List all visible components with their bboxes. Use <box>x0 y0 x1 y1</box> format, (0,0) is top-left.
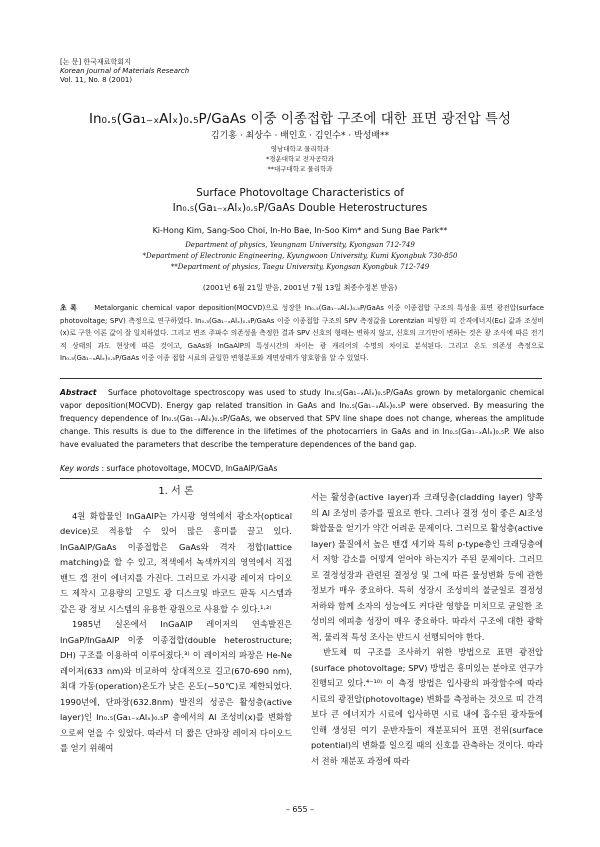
abstract-korean <box>60 302 544 365</box>
keywords-label: Key words <box>60 464 100 473</box>
received-dates: (2001년 6월 21일 받음, 2001년 7월 13일 최종수정본 받음) <box>202 283 398 292</box>
divider-top <box>60 378 542 379</box>
affiliation-en-1: Department of physics, Yeungnam University, Kyongsan 712-749 <box>185 241 415 249</box>
journal-volume: Vol. 11, No. 8 (2001) <box>60 76 133 84</box>
page-number: – 655 – <box>285 805 315 814</box>
abstract-en-label: Abstract <box>60 388 97 397</box>
affiliations-korean <box>0 144 600 174</box>
journal-header <box>60 58 189 85</box>
affiliation-ko-3: **대구대학교 물리학과 <box>267 165 333 173</box>
affiliation-en-3: **Department of physics, Taegu University, Kyongsan Kyongbuk 712-749 <box>170 263 430 271</box>
section-title: 1. 서 론 <box>158 486 194 497</box>
keywords <box>60 464 544 473</box>
abstract-ko-text: Metalorganic chemical vapor deposition(MOCVD)으로 성장한 In₀.₅(Ga₁₋ₓAlₓ)₀.₅P/GaAs 이중 이종접합 구조의 특성을 표면 광전압(surface photovoltage; SPV) 측정으로 연구하였다. In₀.₅(Ga₁₋ₓAlₓ)₀.₅P/GaAs 이중 이종접합 구조의 SPV 측정값을 Lorentzian 피팅한 띠 간격에너지(Eɢ) 값과 조성비(x)로 구한 이론 값이 잘 일치하였다. 그리고 변조 주파수 의존성을 측정한 결과 SPV 신호의 형태는 변하지 않고, 신호의 크기만이 변하는 것은 광 조사에 따른 전기적 상태의 과도 현상에 따른 것이고, GaAs와 InGaAlP의 특성시간의 차이는 광 캐리어의 수명의 차이로 분석된다. 그리고 온도 의존성 측정으로 In₀.₅(Ga₁₋ₓAlₓ)₀.₅P/GaAs 이중 이종 접합 시료의 균일한 변형분포와 계면상태가 양호함을 알 수 있었다. <box>60 304 544 362</box>
abstract-en-text: Surface photovoltage spectroscopy was used to study In₀.₅(Ga₁₋ₓAlₓ)₀.₅P/GaAs grown by metalorganic chemical vapor deposition(MOCVD). Energy gap related transition in GaAs and In₀.₅(Ga₁₋ₓAlₓ)₀.₅P were observed. By measuring the frequency dependence of In₀.₅(Ga₁₋ₓAlₓ)₀.₅P/GaAs, we observed that SPV line shape does not change, whereas the amplitude change. This results is due to the difference in the lifetimes of the photocarriers in GaAs and in In₀.₅(Ga₁₋ₓAlₓ)₀.₅P. We also have evaluated the parameters that describe the temperature dependences of the band gap. <box>60 388 544 449</box>
title-english <box>0 186 600 216</box>
left-column <box>60 484 292 757</box>
paragraph: 4원 화합물인 InGaAlP는 가시광 영역에서 광소자(optical device)로 적용할 수 있어 많은 흥미를 끌고 있다. InGaAlP/GaAs 이종접합은 GaAs와 격자 정합(lattice matching)을 할 수 있고, 적색에서 녹색까지의 영역에서 직접 밴드 갭 전이 에너지를 가진다. 그러므로 가시광 레이저 다이오드 제작시 고용량의 고밀도 광 디스크및 바코드 판독 시스템과 같은 광 정보 시스템의 유용한 광원으로 사용할 수 있다.¹·²⁾ <box>60 510 292 614</box>
title-en-line2: In₀.₅(Ga₁₋ₓAlₓ)₀.₅P/GaAs Double Heterostructures <box>172 202 428 214</box>
right-column <box>311 490 543 769</box>
affiliation-en-2: *Department of Electronic Engineering, Kyungwoon University, Kumi Kyongbuk 730-850 <box>142 252 458 260</box>
paragraph: 반도체 띠 구조를 조사하기 위한 방법으로 표면 광전압(surface photovoltage; SPV) 방법은 흥미있는 분야로 연구가 진행되고 있다.⁴⁻¹⁰⁾ 이 측정 방법은 입사광의 파장함수에 따라 시료의 광전압(photovoltage) 변화를 측정하는 것으로 띠 간격보다 큰 에너지가 시료에 입사하면 시료 내에 흡수된 광자들에 인해 생성된 여기 운반자들이 재분포되어 표면 전위(surface potential)의 변화를 일으킬 때의 신호를 관측하는 것이다. 따라서 전하 재분포 과정에 따라 <box>311 647 543 766</box>
divider-bottom <box>60 478 542 479</box>
abstract-english <box>60 386 544 451</box>
abstract-ko-label: 초 록 <box>60 304 77 312</box>
affiliations-english <box>0 240 600 273</box>
affiliation-ko-1: 영남대학교 물리학과 <box>270 145 330 153</box>
authors-english: Ki-Hong Kim, Sang-Soo Choi, In-Ho Bae, In-Soo Kim* and Sung Bae Park** <box>152 226 448 235</box>
journal-name-en: Korean Journal of Materials Research <box>60 67 190 75</box>
keywords-text: : surface photovoltage, MOCVD, InGaAlP/GaAs <box>101 464 278 473</box>
paragraph: 1985년 실온에서 InGaAlP 레이저의 연속발진은 InGaP/InGaAlP 이중 이종접합(double heterostructure; DH) 구조를 이용하여 이루어졌다.³⁾ 이 레이저의 파장은 He-Ne 레이저(633 nm)와 비교하여 상대적으로 길고(670-690 nm), 최대 가동(operation)온도가 낮은 온도(~50℃)로 제한되었다. 1990년에, 단파장(632.8nm) 발진의 성공은 활성층(active layer)인 In₀.₅(Ga₁₋ₓAlₓ)₀.₅P 층에서의 Al 조성비(x)를 변화함으로써 얻을 수 있었다. 따라서 더 짧은 단파장 레이저 다이오드를 얻기 위해여 <box>60 619 292 753</box>
title-en-line1: Surface Photovoltage Characteristics of <box>196 187 404 199</box>
affiliation-ko-2: *경운대학교 전자공학과 <box>265 155 335 163</box>
authors-korean: 김기홍 · 최상수 · 배인호 · 김인수* · 박성배** <box>210 131 390 141</box>
journal-name-ko: [논 문] 한국재료학회지 <box>60 58 131 66</box>
title-korean: In₀.₅(Ga₁₋ₓAlₓ)₀.₅P/GaAs 이중 이종접합 구조에 대한 표면 광전압 특성 <box>88 111 511 127</box>
paragraph: 서는 활성층(active layer)과 크래딩층(cladding layer) 양쪽의 Al 조성비 증가를 필요로 한다. 그러나 결정 성이 좋은 Al조성 화합물을 얻기가 약간 어려운 문제이다. 그러므로 활성층(active layer) 물질에서 높은 밴갭 세기와 특히 p-type층인 크래딩층에서 저항 감소를 어떻게 얻어야 하는지가 주된 문제이다. 그러므로 결정성장과 관련된 결정성 및 그에 따른 물성변화 등에 관한 정보가 매우 중요하다. 특히 성장시 조성비의 불균일로 결정성 저하와 함께 소자의 성능에도 커다란 영향을 미치므로 균일한 조성비의 에피층 성장이 매우 중요하다. 따라서 구조에 대한 광학적, 물리적 특성 조사는 반드시 선행되어야 한다. <box>311 492 543 642</box>
